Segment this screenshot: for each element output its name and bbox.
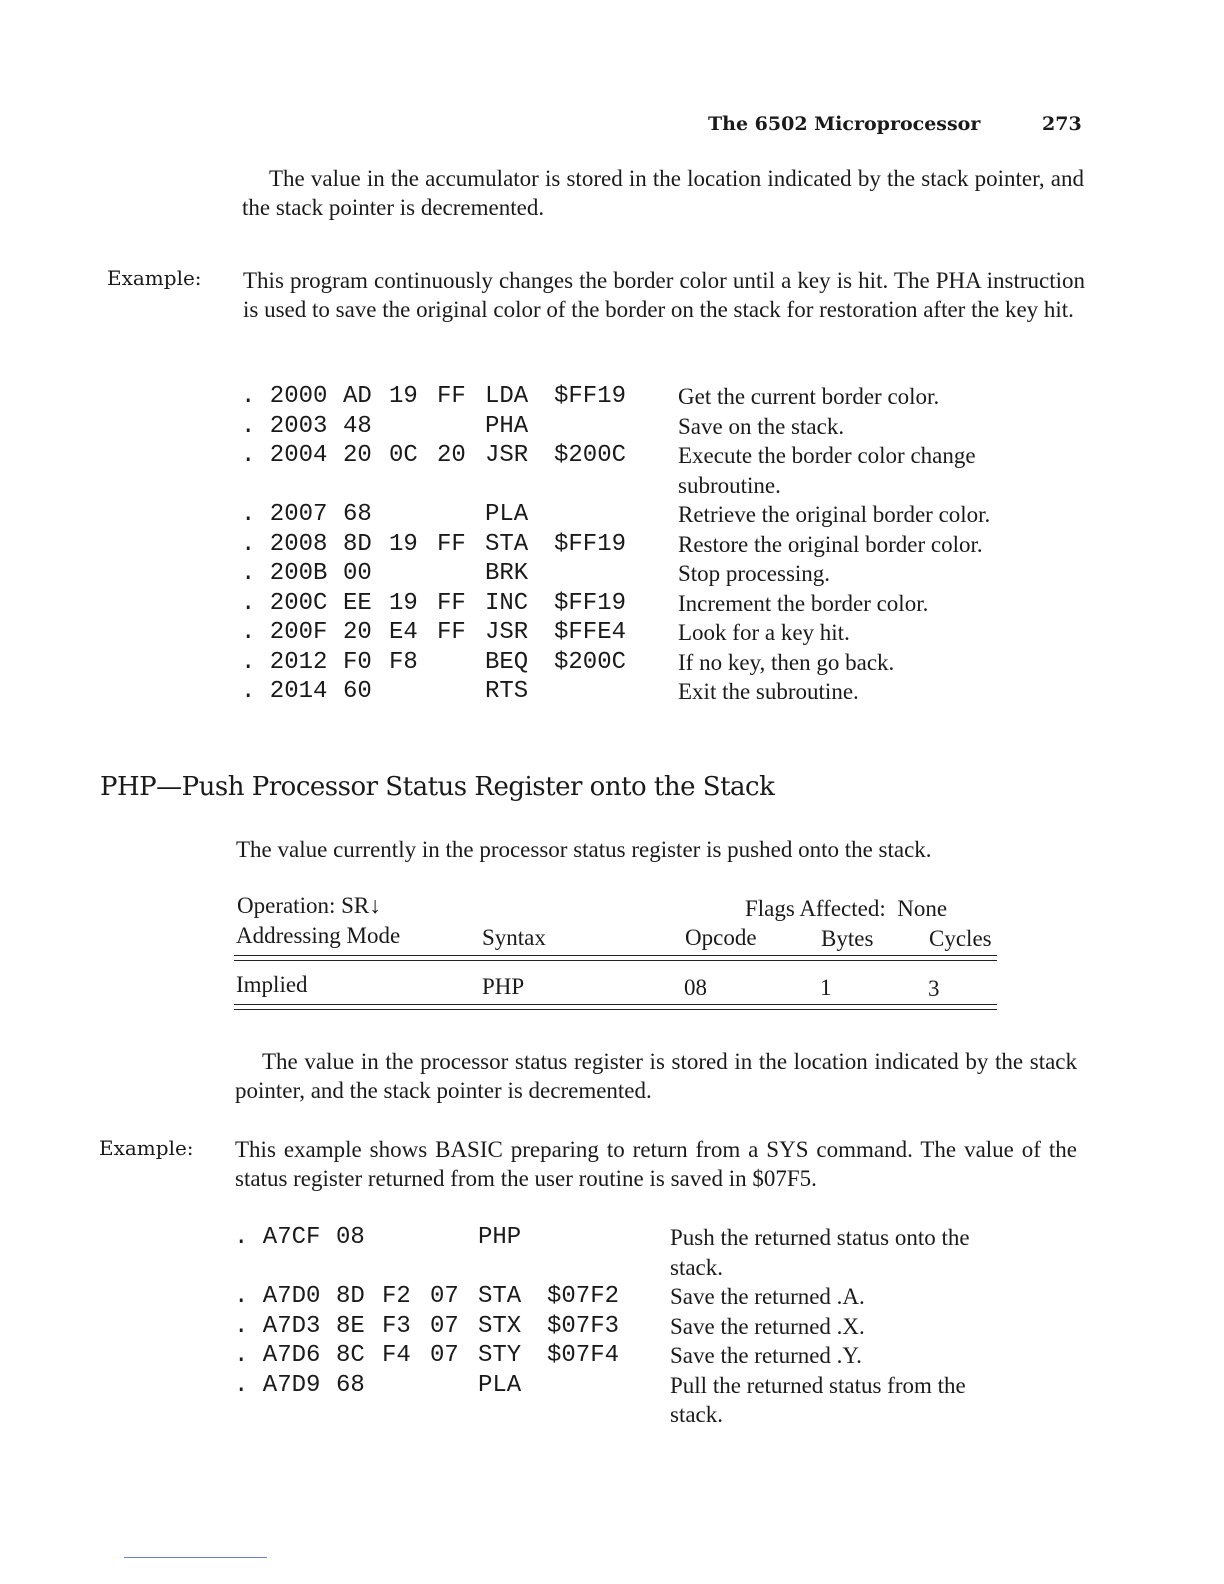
pha-intro-text: The value in the accumulator is stored in the location indicated by the stack pointer, and the stack pointer is decremented.	[242, 166, 1084, 220]
listing-comment-line: Exit the subroutine.	[678, 679, 859, 704]
listing-byte: E4	[389, 619, 418, 646]
listing-comment-line: Save the returned .X.	[670, 1313, 865, 1339]
header-opcode: Opcode	[685, 925, 757, 950]
listing-line	[234, 1223, 1064, 1282]
listing-mnemonic: RTS	[485, 678, 529, 705]
table-rule	[234, 1004, 997, 1005]
listing-address: . 2012	[241, 648, 328, 676]
listing-line	[241, 648, 1061, 678]
listing-operand: $FF19	[554, 383, 627, 410]
listing-address: . 2008	[241, 530, 328, 558]
cell-cycles: 3	[928, 976, 940, 1001]
listing-address: . 2007	[241, 501, 328, 528]
listing-comment	[678, 500, 990, 530]
listing-comment-line: Save the returned .A.	[670, 1284, 865, 1309]
flags-affected-label: Flags Affected: None	[745, 896, 948, 921]
listing-mnemonic: STX	[478, 1312, 522, 1340]
section-title: PHP—Push Processor Status Register onto the Stack	[100, 772, 775, 802]
example1-listing	[241, 382, 1061, 707]
listing-byte: AD	[343, 383, 372, 410]
listing-byte: 07	[430, 1283, 459, 1310]
php-description-paragraph	[235, 1047, 1077, 1105]
listing-byte: 48	[343, 412, 372, 440]
example1-text: This program continuously changes the border color until a key is hit. The PHA instruction is used to save the original color of the border on the stack for restoration after the key hit.	[243, 268, 1085, 322]
table-rule	[234, 955, 997, 956]
listing-byte: 8D	[336, 1283, 365, 1310]
listing-line	[241, 559, 1061, 589]
listing-comment	[678, 441, 976, 500]
listing-byte: 07	[430, 1342, 459, 1369]
listing-address: . 200F	[241, 619, 328, 646]
listing-mnemonic: STA	[478, 1283, 522, 1310]
table-rule	[234, 960, 997, 961]
listing-operand: $07F4	[547, 1342, 620, 1369]
listing-mnemonic: PLA	[478, 1371, 522, 1399]
listing-byte: F8	[389, 648, 418, 676]
example2-listing	[234, 1223, 1064, 1430]
listing-comment-line: stack.	[670, 1254, 724, 1280]
cell-addressing-mode: Implied	[236, 972, 308, 997]
listing-byte: 07	[430, 1312, 459, 1340]
listing-byte: FF	[437, 530, 466, 558]
listing-byte: FF	[437, 383, 466, 410]
listing-line	[241, 382, 1061, 412]
cell-bytes: 1	[820, 975, 832, 1000]
header-cycles: Cycles	[929, 926, 992, 951]
example2-paragraph	[235, 1135, 1077, 1193]
listing-byte: 08	[336, 1224, 365, 1251]
example1-paragraph	[243, 266, 1085, 324]
listing-address: . A7D3	[234, 1312, 321, 1340]
listing-line	[241, 589, 1061, 619]
listing-mnemonic: PHA	[485, 412, 529, 440]
listing-address: . 200B	[241, 560, 328, 587]
listing-comment-line: Increment the border color.	[678, 590, 929, 616]
listing-operand: $FF19	[554, 530, 627, 558]
listing-byte: 19	[389, 589, 418, 617]
listing-comment	[678, 589, 928, 619]
listing-mnemonic: STA	[485, 530, 529, 558]
footnote-rule	[124, 1557, 267, 1558]
listing-byte: 20	[343, 619, 372, 646]
listing-comment	[678, 648, 894, 678]
listing-line	[241, 441, 1061, 500]
listing-address: . 2000	[241, 383, 328, 410]
listing-operand: $FF19	[554, 589, 627, 617]
listing-comment	[678, 382, 939, 412]
listing-address: . A7D9	[234, 1371, 321, 1399]
listing-comment-line: subroutine.	[678, 472, 781, 498]
listing-byte: FF	[437, 619, 466, 646]
listing-mnemonic: JSR	[485, 442, 529, 469]
listing-comment	[678, 530, 983, 560]
example2-text: This example shows BASIC preparing to return from a SYS command. The value of the status register returned from the user routine is saved in $07F5.	[235, 1137, 1077, 1191]
cell-opcode: 08	[684, 975, 707, 1000]
listing-byte: 00	[343, 560, 372, 587]
listing-byte: F2	[382, 1283, 411, 1310]
listing-address: . 2003	[241, 412, 328, 440]
listing-mnemonic: BEQ	[485, 648, 529, 676]
listing-comment	[670, 1341, 862, 1371]
listing-line	[241, 412, 1061, 442]
listing-comment-line: Push the returned status onto the	[670, 1225, 970, 1250]
page-number: 273	[1042, 113, 1082, 135]
listing-byte: 68	[343, 501, 372, 528]
php-intro-text: The value currently in the processor status register is pushed onto the stack.	[236, 837, 932, 862]
example1-label: Example:	[107, 266, 202, 290]
listing-line	[234, 1341, 1064, 1371]
listing-comment-line: If no key, then go back.	[678, 649, 895, 675]
listing-comment	[678, 677, 859, 707]
table-rule	[234, 1009, 997, 1010]
listing-byte: F3	[382, 1312, 411, 1340]
listing-comment-line: Stop processing.	[678, 561, 831, 586]
listing-comment-line: Pull the returned status from the	[670, 1372, 966, 1398]
header-bytes: Bytes	[821, 926, 874, 951]
listing-address: . A7D6	[234, 1342, 321, 1369]
listing-operand: $FFE4	[554, 619, 627, 646]
listing-comment-line: Retrieve the original border color.	[678, 502, 991, 527]
listing-address: . A7CF	[234, 1224, 321, 1251]
header-syntax: Syntax	[482, 925, 546, 950]
listing-operand: $07F3	[547, 1312, 620, 1340]
listing-comment-line: Save on the stack.	[678, 413, 845, 439]
listing-mnemonic: PLA	[485, 501, 529, 528]
listing-mnemonic: INC	[485, 589, 529, 617]
listing-comment-line: Get the current border color.	[678, 384, 940, 409]
listing-line	[241, 500, 1061, 530]
listing-comment-line: Execute the border color change	[678, 443, 976, 468]
listing-byte: 19	[389, 383, 418, 410]
example2-label: Example:	[99, 1136, 194, 1160]
listing-line	[234, 1371, 1064, 1430]
listing-line	[234, 1282, 1064, 1312]
listing-mnemonic: STY	[478, 1342, 522, 1369]
listing-byte: 19	[389, 530, 418, 558]
listing-comment	[670, 1371, 966, 1430]
cell-syntax: PHP	[482, 974, 525, 999]
pha-intro-paragraph	[242, 164, 1084, 222]
listing-line	[241, 618, 1061, 648]
listing-comment-line: stack.	[670, 1402, 724, 1427]
listing-byte: 20	[343, 442, 372, 469]
listing-byte: 60	[343, 678, 372, 705]
listing-comment	[678, 559, 830, 589]
listing-operand: $07F2	[547, 1283, 620, 1310]
listing-byte: FF	[437, 589, 466, 617]
listing-address: . 200C	[241, 589, 328, 617]
listing-byte: 8C	[336, 1342, 365, 1369]
running-header-title: The 6502 Microprocessor	[708, 113, 981, 135]
listing-comment	[678, 618, 850, 648]
listing-byte: 20	[437, 442, 466, 469]
listing-comment	[670, 1223, 970, 1282]
listing-byte: 8E	[336, 1312, 365, 1340]
listing-comment-line: Restore the original border color.	[678, 531, 983, 557]
php-description-text: The value in the processor status register is stored in the location indicated by the stack pointer, and the stack pointer is decremented.	[235, 1049, 1077, 1103]
listing-operand: $200C	[554, 442, 627, 469]
listing-comment-line: Look for a key hit.	[678, 620, 850, 645]
listing-line	[234, 1312, 1064, 1342]
listing-mnemonic: LDA	[485, 383, 529, 410]
listing-line	[241, 530, 1061, 560]
listing-address: . A7D0	[234, 1283, 321, 1310]
operation-label: Operation: SR↓	[237, 893, 381, 918]
listing-byte: 0C	[389, 442, 418, 469]
listing-line	[241, 677, 1061, 707]
php-intro-paragraph	[236, 835, 1056, 864]
listing-comment	[670, 1312, 865, 1342]
listing-comment	[670, 1282, 865, 1312]
listing-byte: EE	[343, 589, 372, 617]
listing-byte: 8D	[343, 530, 372, 558]
listing-byte: F4	[382, 1342, 411, 1369]
listing-byte: F0	[343, 648, 372, 676]
header-addressing-mode: Addressing Mode	[236, 923, 401, 948]
listing-byte: 68	[336, 1371, 365, 1399]
listing-mnemonic: BRK	[485, 560, 529, 587]
listing-address: . 2014	[241, 678, 328, 705]
listing-mnemonic: PHP	[478, 1224, 522, 1251]
listing-address: . 2004	[241, 442, 328, 469]
listing-comment	[678, 412, 844, 442]
listing-operand: $200C	[554, 648, 627, 676]
listing-mnemonic: JSR	[485, 619, 529, 646]
listing-comment-line: Save the returned .Y.	[670, 1343, 862, 1368]
